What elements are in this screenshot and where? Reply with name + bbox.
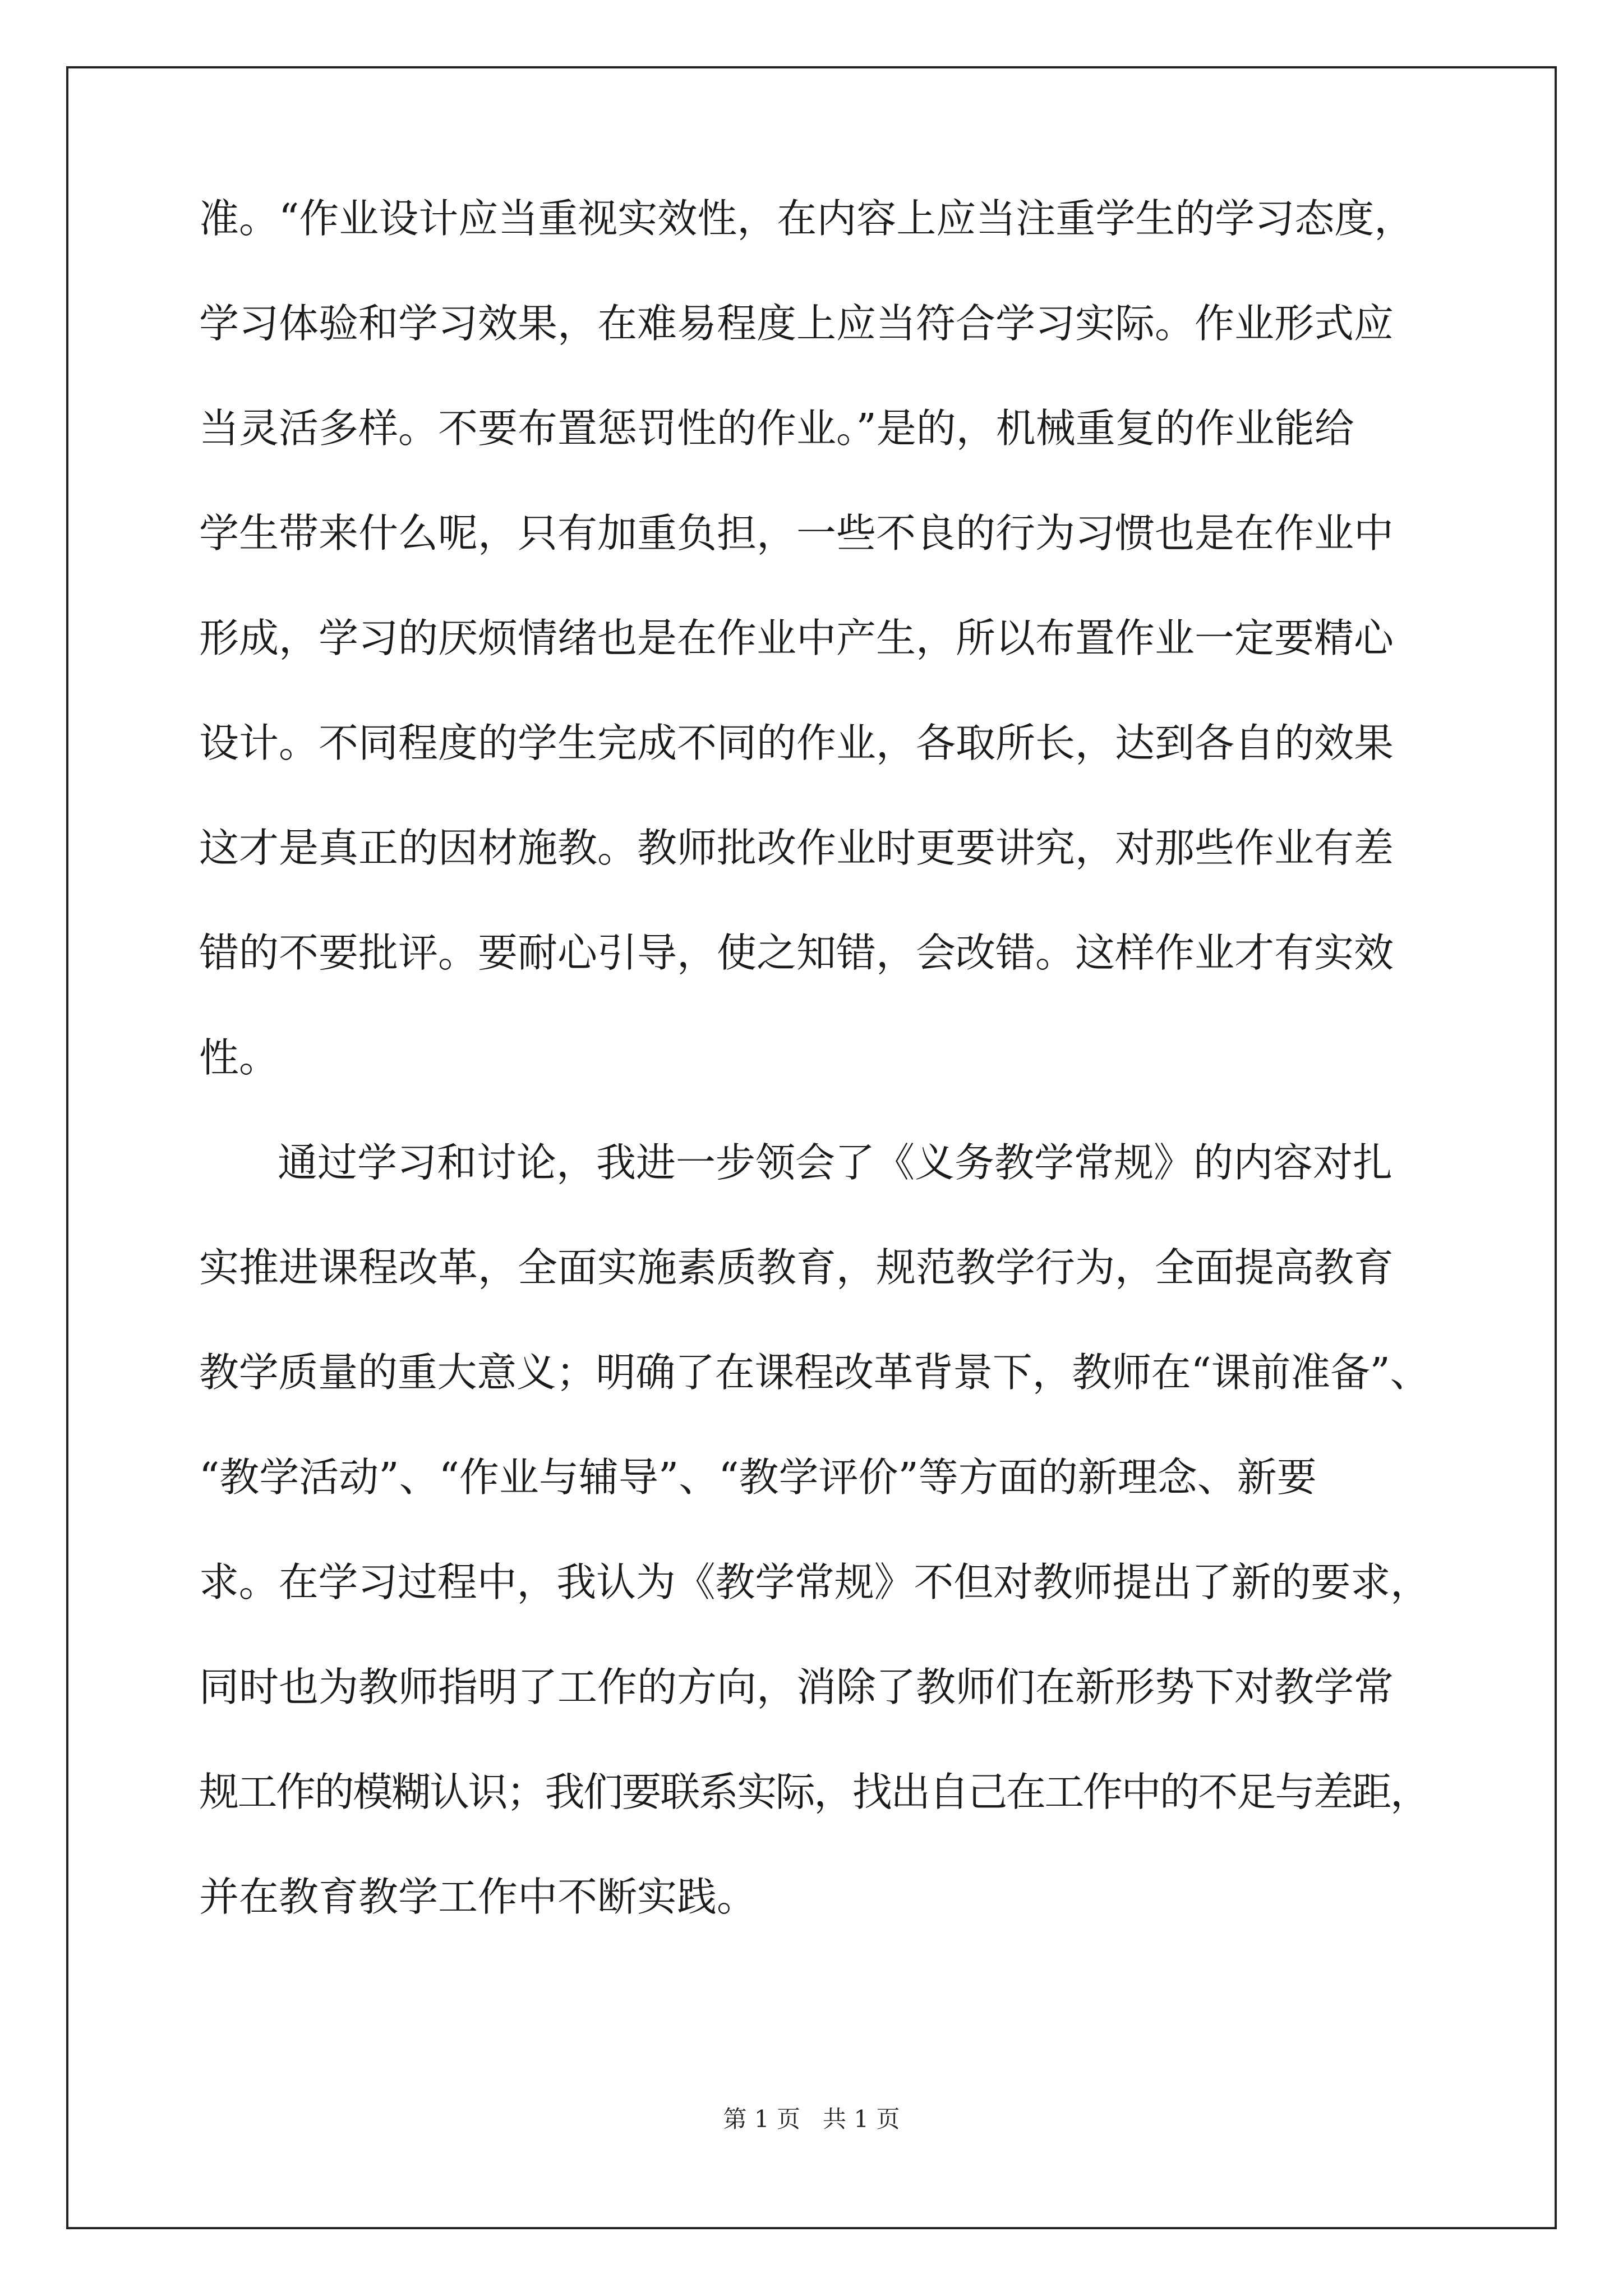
text-line: 同时也为教师指明了工作的方向，消除了教师们在新形势下对教学常 [199,1664,1394,1710]
text-line: 学生带来什么呢，只有加重负担，一些不良的行为习惯也是在作业中 [199,510,1394,556]
text-line: 这才是真正的因材施教。教师批改作业时更要讲究，对那些作业有差 [199,825,1394,871]
text-line: 并在教育教学工作中不断实践。 [199,1874,757,1920]
text-line: 规工作的模糊认识；我们要联系实际，找出自己在工作中的不足与差距， [199,1769,1429,1815]
text-line: 实推进课程改革，全面实施素质教育，规范教学行为，全面提高教育 [199,1244,1394,1291]
paragraph-first-line: 通过学习和讨论，我进一步领会了《义务教学常规》的内容对扎 [278,1139,1393,1186]
text-line: 求。在学习过程中，我认为《教学常规》不但对教师提出了新的要求， [199,1559,1430,1605]
text-line: 错的不要批评。要耐心引导，使之知错，会改错。这样作业才有实效 [199,930,1394,976]
text-line: 准。“作业设计应当重视实效性，在内容上应当注重学生的学习态度， [199,195,1414,242]
text-line: 设计。不同程度的学生完成不同的作业，各取所长，达到各自的效果 [199,720,1394,766]
text-line: 教学质量的重大意义；明确了在课程改革背景下，教师在“课前准备”、 [199,1349,1430,1396]
text-line: 形成，学习的厌烦情绪也是在作业中产生，所以布置作业一定要精心 [199,615,1394,661]
text-line: 当灵活多样。不要布置惩罚性的作业。”是的，机械重复的作业能给 [199,405,1354,452]
page-number-footer: 第 1 页 共 1 页 [723,2105,900,2133]
text-line: 性。 [199,1034,279,1081]
text-line: 学习体验和学习效果，在难易程度上应当符合学习实际。作业形式应 [199,300,1394,347]
text-line: “教学活动”、“作业与辅导”、“教学评价”等方面的新理念、新要 [199,1454,1317,1501]
